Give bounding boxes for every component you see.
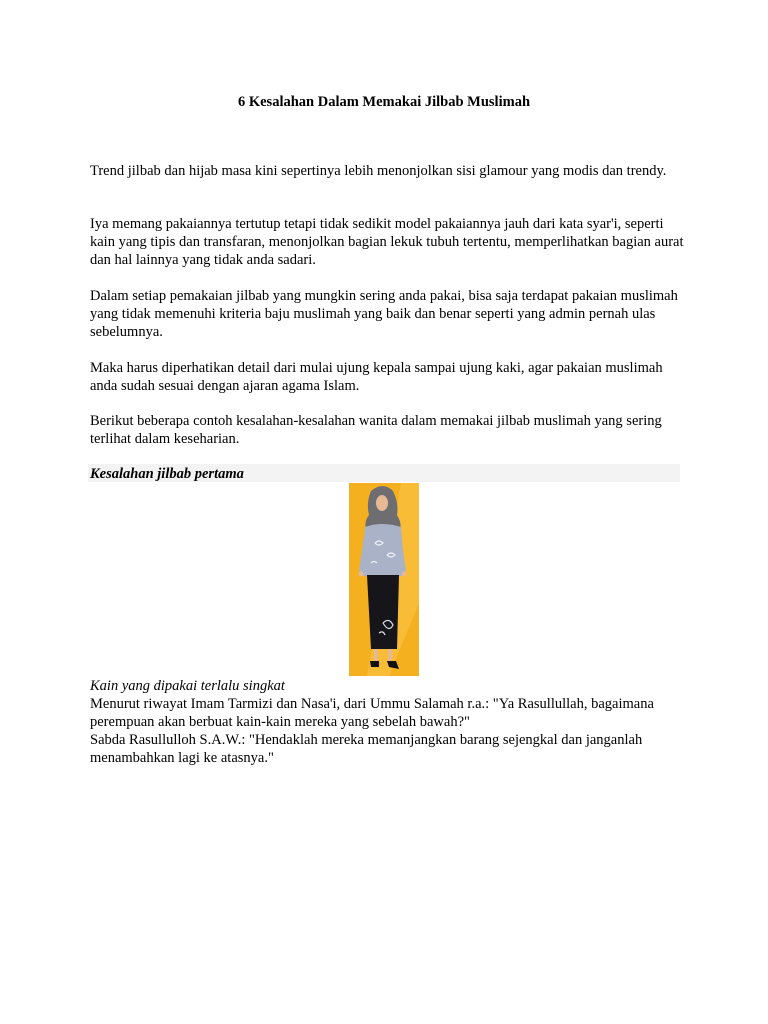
section-heading: Kesalahan jilbab pertama (90, 466, 244, 482)
paragraph-hadith-question: Menurut riwayat Imam Tarmizi dan Nasa'i, dari Ummu Salamah r.a.: "Ya Rasullullah, bagaimana perempuan akan berbuat kain-kain mereka yang sebelah bawah?" (90, 696, 654, 730)
paragraph-criteria: Dalam setiap pemakaian jilbab yang mungkin sering anda pakai, bisa saja terdapat pakaian muslimah yang tidak memenuhi kriteria baju muslimah yang baik dan benar seperti yang admin pernah ulas sebelumnya. (90, 288, 678, 340)
paragraph-detail: Maka harus diperhatikan detail dari mulai ujung kepala sampai ujung kaki, agar pakaian muslimah anda sudah sesuai dengan ajaran agama Islam. (90, 360, 663, 394)
paragraph-hadith-answer: Sabda Rasullulloh S.A.W.: "Hendaklah mereka memanjangkan barang sejengkal dan janganlah menambahkan lagi ke atasnya." (90, 732, 643, 766)
right-leg (388, 649, 392, 661)
woman-in-hijab-illustration (349, 483, 419, 676)
document-title: 6 Kesalahan Dalam Memakai Jilbab Muslimah (237, 94, 531, 110)
left-hand (359, 572, 364, 577)
skirt (367, 575, 399, 649)
face (376, 495, 388, 511)
illustration-caption: Kain yang dipakai terlalu singkat (90, 678, 285, 694)
paragraph-covered-clothing: Iya memang pakaiannya tertutup tetapi tidak sedikit model pakaiannya jauh dari kata syar'i, seperti kain yang tipis dan transfaran, menonjolkan bagian lekuk tubuh tertentu, memperlihatkan bagian aurat dan hal lainnya yang tidak anda sadari. (90, 216, 684, 268)
paragraph-examples: Berikut beberapa contoh kesalahan-kesalahan wanita dalam memakai jilbab muslimah yang sering terlihat dalam keseharian. (90, 413, 662, 447)
paragraph-intro: Trend jilbab dan hijab masa kini sepertinya lebih menonjolkan sisi glamour yang modis dan trendy. (90, 163, 667, 179)
right-hand (402, 572, 407, 577)
left-shoe (370, 661, 379, 667)
left-leg (374, 649, 378, 661)
